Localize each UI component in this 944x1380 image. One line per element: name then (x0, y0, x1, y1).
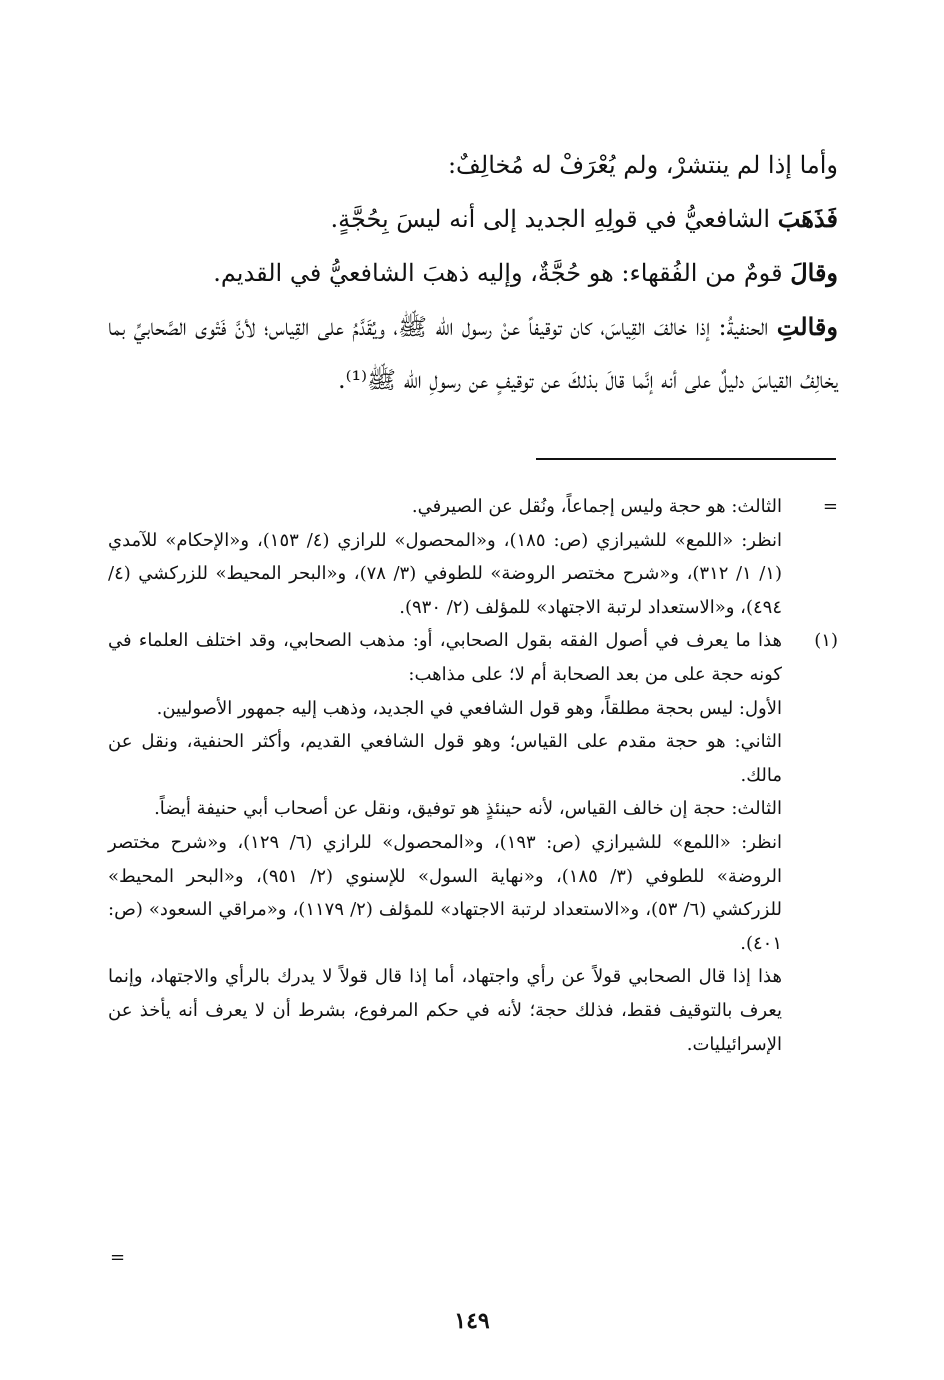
paragraph-lead: وقالتِ (776, 312, 838, 341)
footnote-marker: (١) (814, 630, 838, 652)
paragraph-text: وأما إذا لم ينتشرْ، ولم يُعْرَفْ له مُخالِفٌ: (447, 151, 838, 179)
footnote-separator (536, 458, 836, 460)
paragraph-text: قومٌ من الفُقهاء: هو حُجَّةٌ، وإليه ذهبَ الشافعيُّ في القديم. (213, 259, 791, 287)
footnote-continuation (108, 490, 838, 624)
continues-marker: = (110, 1247, 126, 1268)
footnote-line: انظر: «اللمع» للشيرازي (ص: ١٩٣)، و«المحصول» للرازي (٦/ ١٢٩)، و«شرح مختصر الروضة» للطوفي (٣/ ١٨٥)، و«نهاية السول» للإسنوي (٢/ ٩٥١)، و«البحر المحيط» للزركشي (٦/ ٥٣)، و«الاستعداد لرتبة الاجتهاد» للمؤلف (٢/ ١١٧٩)، و«مراقي السعود» (ص: ٤٠١). (108, 831, 782, 954)
footnote-line: انظر: «اللمع» للشيرازي (ص: ١٨٥)، و«المحصول» للرازي (٤/ ١٥٣)، و«الإحكام» للآمدي (١/ ١/ ٣١٢)، و«شرح مختصر الروضة» للطوفي (٣/ ٧٨)، و«البحر المحيط» للزركشي (٤/ ٤٩٤)، و«الاستعداد لرتبة الاجتهاد» للمؤلف (٢/ ٩٣٠). (108, 529, 782, 618)
paragraph-lead: فَذَهَبَ (777, 204, 838, 233)
footnote-line: هذا إذا قال الصحابي قولاً عن رأي واجتهاد، أما إذا قال قولاً لا يدرك بالرأي والاجتهاد، وإنما يعرف بالتوقيف فقط، فذلك حجة؛ لأنه في حكم المرفوع، بشرط أن لا يعرف أنه يأخذ عن الإسرائيليات. (108, 966, 782, 1055)
main-paragraph (108, 300, 838, 407)
main-paragraph (108, 192, 838, 246)
continuation-marker: = (822, 496, 838, 517)
paragraph-text: الحنفيةُ: إذا خالفَ القِياسَ، كان توقيفاً عنْ رسول الله ﷺ، ويُقَدَّمُ على القِياس؛ لأنَّ فَتْوى الصَّحابيِّ بما يخالِفُ القياسَ دليلٌ على أنه إنَّما قالَ بذلكَ عن توقيفٍ عن رسولِ الله ﷺ⁽¹⁾. (108, 313, 838, 394)
paragraph-text: الشافعيُّ في قولِهِ الجديد إلى أنه ليسَ بِحُجَّةٍ. (330, 205, 778, 233)
footnote-1 (108, 624, 838, 1061)
footnote-line: الثالث: هو حجة وليس إجماعاً، ونُقل عن الصيرفي. (411, 496, 782, 517)
footnote-line: الثالث: حجة إن خالف القياس، لأنه حينئذٍ هو توفيق، ونقل عن أصحاب أبي حنيفة أيضاً. (154, 798, 782, 820)
footnotes (108, 490, 838, 1061)
main-text (108, 138, 838, 407)
main-paragraph (108, 138, 838, 192)
footnote-line: الثاني: هو حجة مقدم على القياس؛ وهو قول الشافعي القديم، وأكثر الحنفية، ونقل عن مالك. (108, 731, 782, 786)
main-paragraph (108, 246, 838, 300)
footnote-line: هذا ما يعرف في أصول الفقه بقول الصحابي، أو: مذهب الصحابي، وقد اختلف العلماء في كونه حجة على من بعد الصحابة أم لا؛ على مذاهب: (108, 630, 782, 685)
paragraph-lead: وقالَ (790, 258, 838, 287)
footnote-line: الأول: ليس بحجة مطلقاً، وهو قول الشافعي في الجديد، وذهب إليه جمهور الأصوليين. (156, 697, 782, 719)
page-number: ١٤٩ (454, 1308, 490, 1334)
